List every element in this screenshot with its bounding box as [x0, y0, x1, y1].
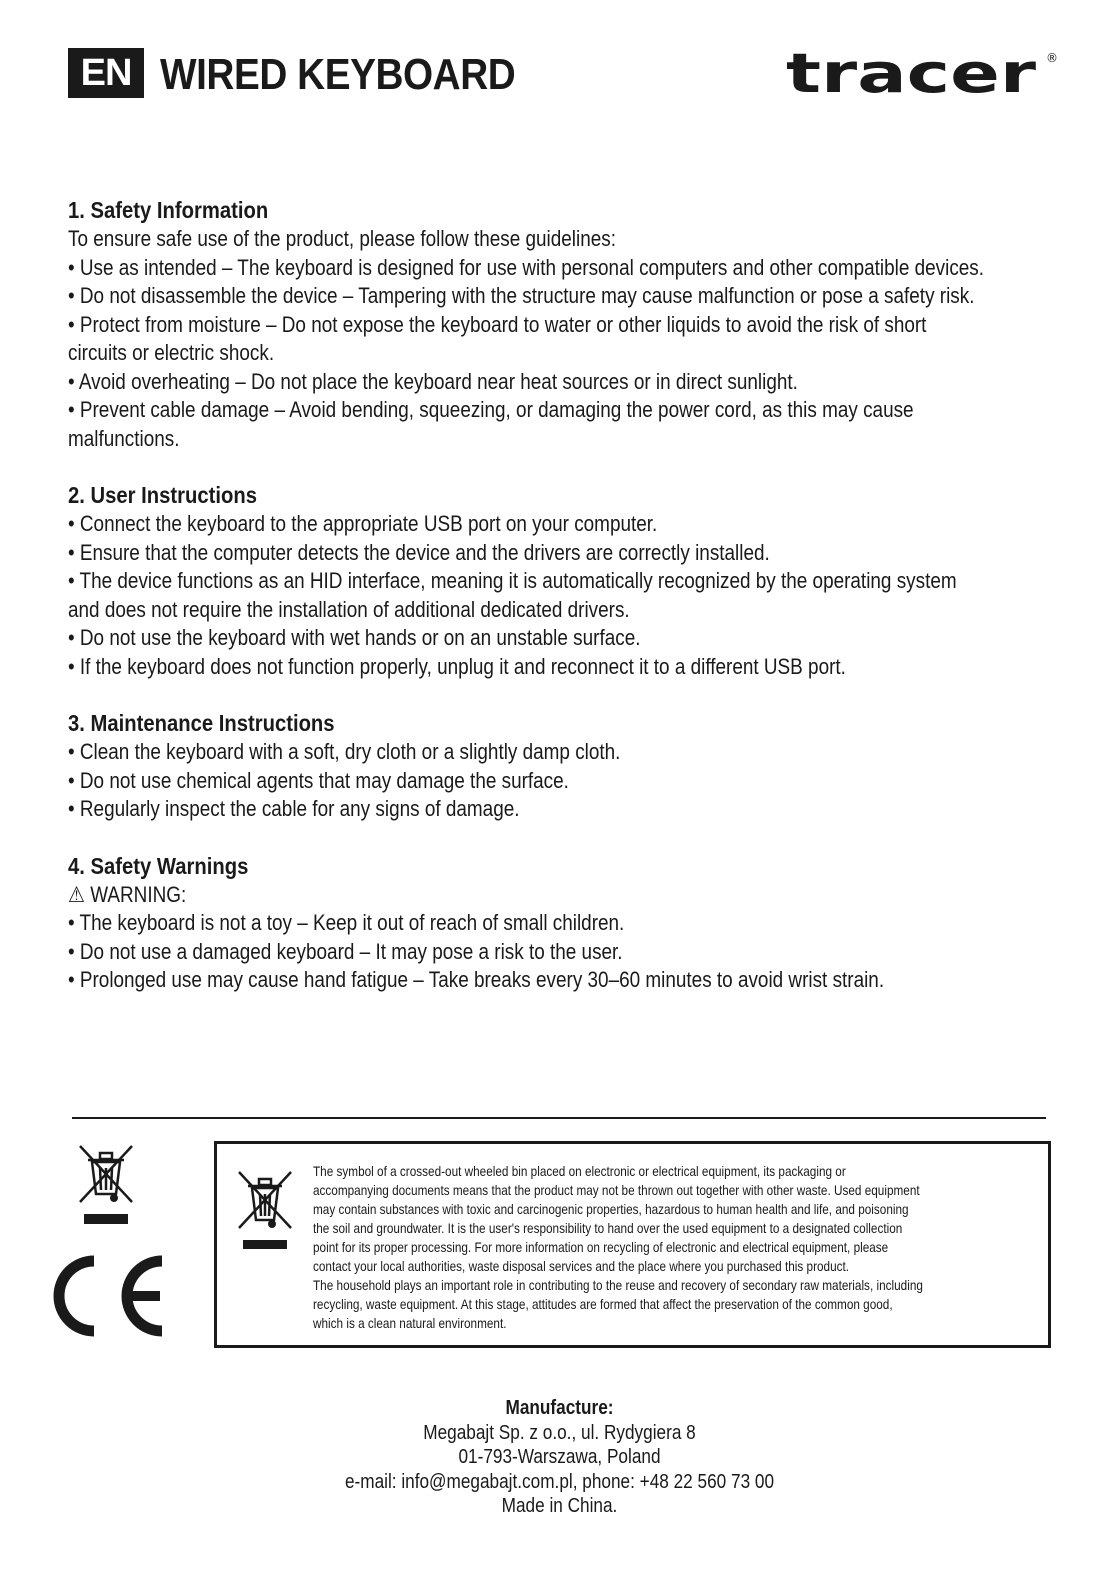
section-line: • Use as intended – The keyboard is designed for use with personal computers and other compatible devices.	[68, 254, 985, 280]
section-heading: 2. User Instructions	[68, 482, 257, 508]
crossed-out-wheeled-bin-icon	[235, 1166, 295, 1254]
section-line: • If the keyboard does not function properly, unplug it and reconnect it to a different USB port.	[68, 653, 846, 679]
registered-mark: ®	[1046, 51, 1058, 65]
section-line: circuits or electric shock.	[68, 340, 275, 365]
ce-mark-icon	[50, 1255, 168, 1337]
section-line: • Clean the keyboard with a soft, dry cloth or a slightly damp cloth.	[68, 739, 621, 764]
section-divider	[72, 1117, 1046, 1119]
section-line: • Regularly inspect the cable for any signs of damage.	[68, 796, 520, 821]
section-heading: 4. Safety Warnings	[68, 852, 249, 879]
notice-line: The household plays an important role in contributing to the reuse and recovery of secondary raw materials, including	[313, 1277, 923, 1293]
section-heading: 3. Maintenance Instructions	[68, 710, 335, 736]
section-line: • Avoid overheating – Do not place the keyboard near heat sources or in direct sunlight.	[68, 368, 798, 394]
manufacturer-line: Made in China.	[501, 1495, 618, 1517]
section-line: and does not require the installation of additional dedicated drivers.	[68, 596, 630, 622]
section-2	[68, 481, 1068, 681]
document-body	[68, 196, 1068, 1023]
manufacturer-line: 01-793-Warszawa, Poland	[458, 1446, 661, 1468]
manufacturer-line: Megabajt Sp. z o.o., ul. Rydygiera 8	[423, 1421, 696, 1444]
section-1	[68, 196, 1068, 453]
section-3	[68, 709, 1068, 824]
section-line: • Prolonged use may cause hand fatigue – Take breaks every 30–60 minutes to avoid wrist strain.	[68, 967, 885, 992]
section-line: To ensure safe use of the product, please follow these guidelines:	[68, 226, 616, 251]
disposal-notice-text	[313, 1162, 1119, 1333]
notice-line: recycling, waste equipment. At this stage, attitudes are formed that affect the preservation of the common good,	[313, 1296, 893, 1312]
manufacturer-info	[0, 1396, 1119, 1519]
section-line: • Connect the keyboard to the appropriate USB port on your computer.	[68, 511, 658, 536]
disposal-notice-box	[214, 1141, 1051, 1348]
notice-line: point for its proper processing. For more information on recycling of electronic and electrical equipment, please	[313, 1239, 889, 1255]
notice-line: which is a clean natural environment.	[313, 1315, 507, 1331]
notice-line: accompanying documents means that the product may not be thrown out together with other waste. Used equipment	[313, 1182, 920, 1198]
section-line: • The keyboard is not a toy – Keep it out of reach of small children.	[68, 910, 625, 935]
document-header	[68, 48, 1059, 108]
section-line: • Ensure that the computer detects the device and the drivers are correctly installed.	[68, 539, 770, 565]
section-line: • Do not disassemble the device – Tampering with the structure may cause malfunction or pose a safety risk.	[68, 283, 975, 308]
manufacturer-line: e-mail: info@megabajt.com.pl, phone: +48 22 560 73 00	[344, 1470, 775, 1493]
manufacturer-heading: Manufacture:	[505, 1397, 614, 1419]
language-badge: EN	[68, 48, 144, 98]
crossed-out-wheeled-bin-icon	[74, 1140, 138, 1230]
section-4	[68, 852, 1068, 995]
section-line: ⚠ WARNING:	[68, 881, 187, 907]
notice-line: may contain substances with toxic and carcinogenic properties, hazardous to human health and life, and poisoning	[313, 1201, 909, 1217]
notice-line: The symbol of a crossed-out wheeled bin placed on electronic or electrical equipment, its packaging or	[313, 1163, 846, 1179]
document-title: WIRED KEYBOARD	[160, 50, 516, 99]
notice-line: the soil and groundwater. It is the user's responsibility to hand over the used equipment to a designated collection	[313, 1220, 903, 1236]
section-line: • Do not use the keyboard with wet hands or on an unstable surface.	[68, 625, 641, 650]
tracer-logo	[784, 48, 1059, 100]
section-line: • Prevent cable damage – Avoid bending, squeezing, or damaging the power cord, as this may cause	[68, 397, 914, 422]
section-line: • Do not use chemical agents that may damage the surface.	[68, 767, 569, 793]
section-line: malfunctions.	[68, 425, 180, 451]
notice-line: contact your local authorities, waste disposal services and the place where you purchased this product.	[313, 1258, 850, 1274]
section-heading: 1. Safety Information	[68, 197, 269, 223]
section-line: • Do not use a damaged keyboard – It may pose a risk to the user.	[68, 938, 623, 964]
section-line: • The device functions as an HID interface, meaning it is automatically recognized by the operating system	[68, 568, 957, 593]
brand-name: tracer	[786, 48, 1037, 100]
section-line: • Protect from moisture – Do not expose the keyboard to water or other liquids to avoid the risk of short	[68, 311, 927, 337]
